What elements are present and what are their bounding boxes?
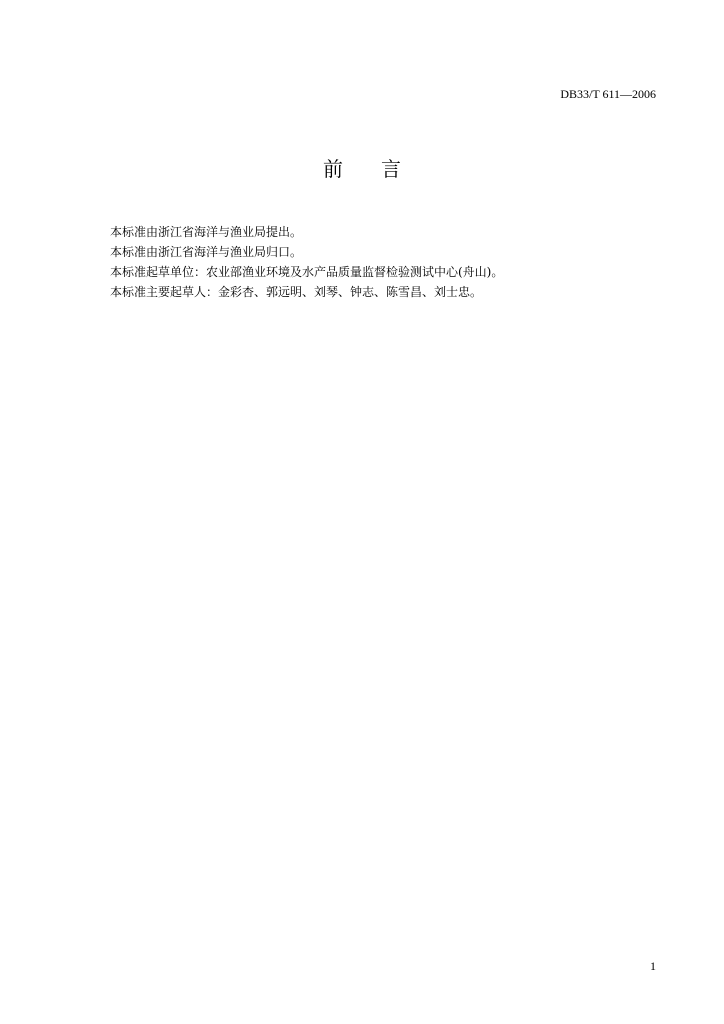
foreword-line-drafters: 本标准主要起草人：金彩杏、郭远明、刘琴、钟志、陈雪昌、刘士忠。 [110, 285, 483, 299]
foreword-line-proposer: 本标准由浙江省海洋与渔业局提出。 [110, 225, 303, 239]
foreword-body [110, 222, 503, 302]
foreword-line-drafting-unit: 本标准起草单位：农业部渔业环境及水产品质量监督检验测试中心(舟山)。 [110, 265, 504, 279]
page-title: 前言 [323, 157, 439, 181]
page-number: 1 [650, 959, 656, 973]
standard-code: DB33/T 611—2006 [560, 87, 656, 101]
foreword-line-administrator: 本标准由浙江省海洋与渔业局归口。 [110, 245, 303, 259]
